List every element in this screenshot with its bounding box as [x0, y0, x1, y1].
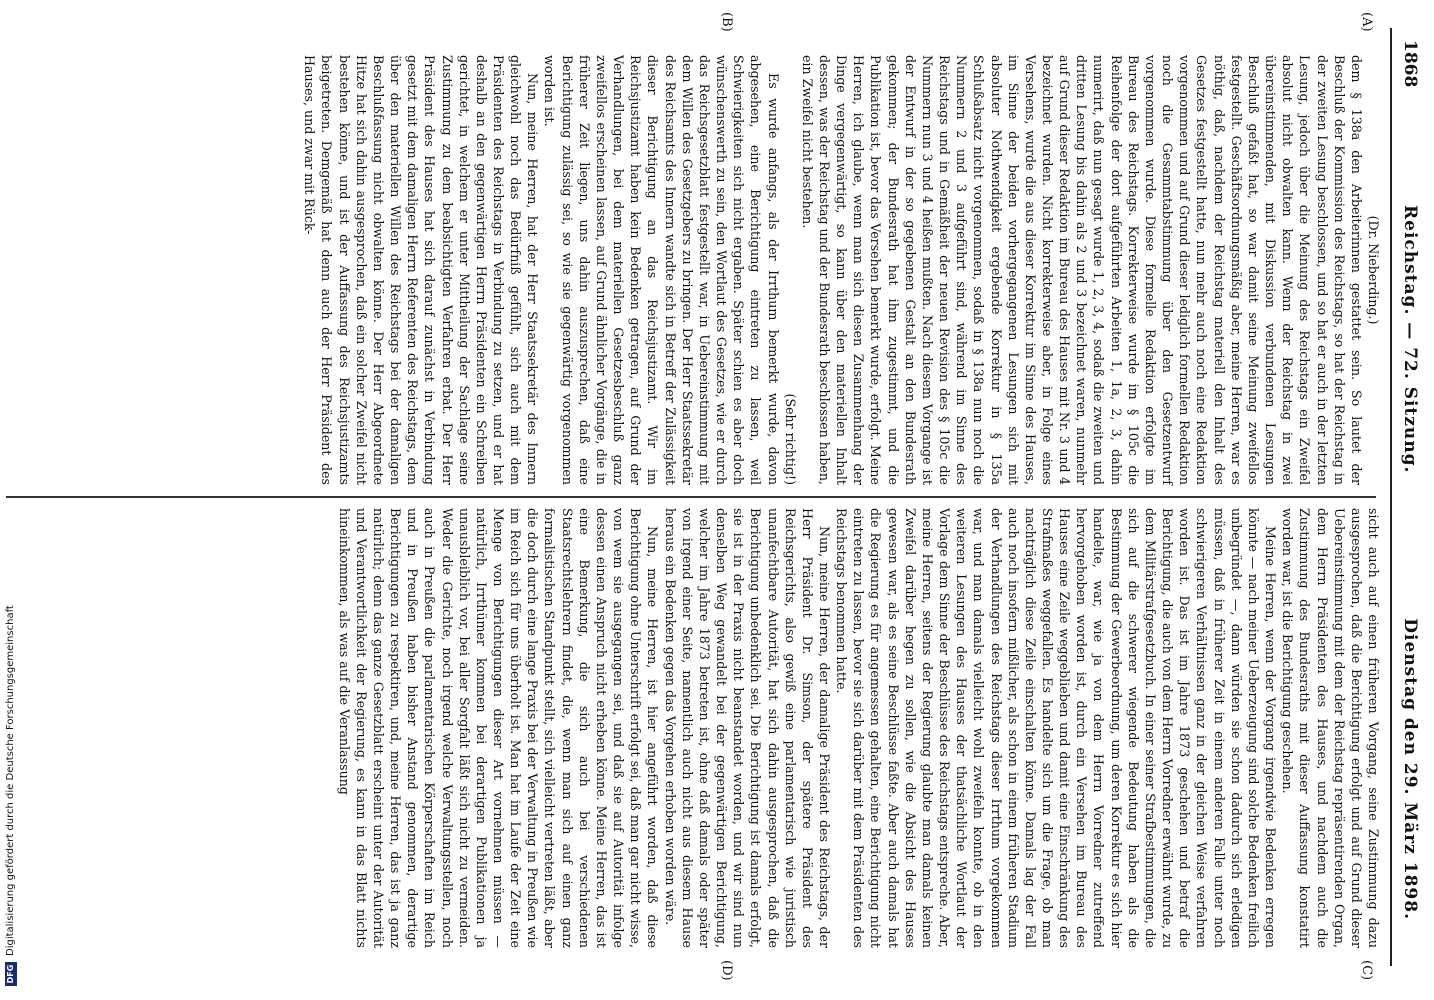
paragraph: sicht auch auf einen früheren Vorgang, seine Zustimmung dazu ausgesprochen, daß die Berichtigung erfolgt und auf Grund dieser Uebereinstimmung mit dem der Reichstag repräsentirenden Organ, dem Herrn Präsidenten des Hauses, und nachdem auch die Zustimmung des Bundesraths mit dieser Auffassung konstatirt worden war, ist die Berichtigung geschehen.	[1280, 508, 1381, 948]
header-rule	[1390, 28, 1392, 966]
page-number: 1868	[1400, 40, 1420, 88]
paragraph: Meine Herren, wenn der Vorgang irgendwie Bedenken erregen könnte — nach meiner Ueberzeugung sind solche Bedenken freilich unbegründet —, dann würden sie schon dadurch sich erledigen müssen, daß in früherer Zeit in einem anderen Falle unter noch schwierigeren Verhältnissen ganz in der gleichen Weise verfahren worden ist. Das ist im Jahre 1873 geschehen und betraf die Berichtigung, die auch von dem Herrn Vorredner erwähnt wurde, zu dem Militärstrafgesetzbuch. In einer seiner Strafbestimmungen, die sich auf die schwerer wiegende Bedeutung haben als die Bestimmung der Gewerbeordnung, um deren Korrektur es sich hier handelte, war, wie ja von dem Herrn Vorredner zutreffend hervorgehoben worden ist, durch ein Versehen im Bureau des Hauses eine Zeile weggeblieben und damit eine Einschränkung des Strafmaßes weggefallen. Es handelte sich um die Frage, ob man nachträglich diese Zeile einschalten könne. Damals lag der Fall auch noch insofern mißlicher, als schon in einem früheren Stadium der Verhandlungen des Reichstags dieser Irrthum vorgekommen war, und man damals vielleicht wohl zweifeln konnte, ob in den weiteren Lesungen des Hauses der thatsächliche Wortlaut der Vorlage dem Sinne der Beschlüsse des Reichstags entspreche. Aber, meine Herren, seitens der Regierung glaubte man damals keinen Zweifel darüber hegen zu sollen, wie die Absicht des Hauses gewesen war, als es seine Beschlüsse faßte. Aber auch damals hat die Regierung es für angemessen gehalten, eine Berichtigung nicht eintreten zu lassen, bevor sie sich darüber mit dem Präsidenten des Reichstags benommen hatte.	[834, 508, 1279, 948]
credit-strip	[0, 0, 22, 1000]
column-rule	[6, 496, 1376, 498]
paragraph: dem § 138a den Arbeiterinnen gestattet sein. So lautet der Beschluß der Kommission des Reichstags, so hat der Reichstag in der zweiten Lesung beschlossen, und so hat er auch in der letzten Lesung, jedoch über die Meinung des Reichstags ein Zweifel absolut nicht obwalten kann. Wenn der Reichstag in zwei übereinstimmenden, mit Diskussion verbundenen Lesungen Beschluß gefaßt hat, so war damit seine Meinung zweifellos festgestellt. Geschäftsordnungsmäßig aber, meine Herren, war es nöthig, daß, nachdem der Reichstag materiell den Inhalt des Gesetzes festgestellt hatte, nun mehr auch noch eine Redaktion vorgenommen und auf Grund dieser lediglich formellen Redaktion noch die Gesammtabstimmung über den Gesetzentwurf vorgenommen wurde. Diese formelle Redaktion erfolgte im Bureau des Reichstags. Korrekterweise wurde im § 105c die Reihenfolge der dort aufgeführten Arbeiten 1, 1a, 2, 3, dahin numerirt, daß nun gesagt wurde 1, 2, 3, 4, sodaß die zweiten und dritten Lesung bis dahin als 2 und 3 bezeichnet waren, nunmehr auf Grund dieser Redaktion im Bureau des Hauses mit Nr. 3 und 4 bezeichnet wurden. Nicht korrekterweise aber, in Folge eines Versehens, wurde die aus dieser Korrektur im Sinne des Hauses, im Sinne der beiden vorhergegangenen Lesungen sich mit absoluter Nothwendigkeit ergebende Korrektur in § 135a Schlußabsatz nicht vorgenommen, sodaß in § 138a nun noch die Nummern 2 und 3 aufgeführt sind, während im Sinne des Reichstags und in Gemäßheit der neuen Revision des § 105c die Nummern nun 3 und 4 heißen mußten. Nach diesem Vorgange ist der Entwurf in der so gegebenen Gestalt an den Bundesrath gekommen; der Bundesrath hat ihm zugestimmt, und die Publikation ist, bevor das Versehen bemerkt wurde, erfolgt. Meine Herren, ich glaube, wenn man sich diesen Zusammenhang der Dinge vergegenwärtigt, so kann über den materiellen Inhalt dessen, was der Reichstag und der Bundesrath beschlossen haben, ein Zweifel nicht bestehen.	[799, 55, 1364, 486]
left-column	[301, 55, 1382, 485]
dfg-logo: DFG	[5, 962, 17, 986]
digitization-credit: Digitalisierung gefördert durch die Deutsche Forschungsgemeinschaft	[5, 605, 16, 956]
speaker-label: (Dr. Nieberding.)	[1366, 215, 1381, 325]
margin-marker-a: (A)	[1359, 12, 1374, 32]
margin-marker-b: (B)	[719, 12, 734, 32]
paragraph: Nun, meine Herren, hat der Herr Staatssekretär des Innern gleichwohl noch das Bedürfniß gefühlt, sich auch mit dem Präsidenten des Reichstags in Verbindung zu setzen, und er hat deshalb an den gegenwärtigen Herrn Präsidenten ein Schreiben gerichtet, in welchem er unter Mittheilung der Sachlage seine Zustimmung zu dem beabsichtigten Verfahren erbat. Der Herr Präsident des Hauses hat sich darauf zunächst in Verbindung gesetzt mit dem damaligen Herrn Referenten des Reichstags, dem über den materiellen Willen des Reichstags bei der damaligen Beschlußfassung nicht obwalten könne. Der Herr Abgeordnete Hitze hat sich dahin ausgesprochen, daß ein solcher Zweifel nicht bestehen könne, und ist der Auffassung des Reichsjustizamts beigetreten. Demgemäß hat denn auch der Herr Präsident des Hauses, und zwar mit Rück-	[302, 55, 541, 485]
paragraph: Nun, meine Herren, der damalige Präsident des Reichstags, der Herr Präsident Dr. Simson, der spätere Präsident des Reichsgerichts, also gewiß eine parlamentarisch wie juristisch unanfechtbare Autorität, hat sich dahin ausgesprochen, daß die Berichtigung unbedenklich sei. Die Berichtigung ist damals erfolgt, sie ist in der Praxis nicht beanstandet worden, und wir sind nun denselben Weg gewandelt bei der gegenwärtigen Berichtigung, welcher im Jahre 1873 betreten ist, ohne daß damals oder später von irgend einer Seite, namentlich auch nicht aus diesem Hause heraus ein Bedenken gegen das Vorgehen erhoben worden wäre.	[662, 508, 832, 948]
right-column	[335, 508, 1382, 948]
paragraph: Nun, meine Herren, ist hier angeführt worden, daß diese Berichtigung ohne Unterschrift erfolgt sei, daß man gar nicht wisse, von wem sie ausgegangen sei, und daß sie auf Autorität infolge dessen einen Anspruch nicht erheben könne. Meine Herren, das ist eine Bemerkung, die sich auch bei verschiedenen Staatsrechtslehrern findet, die, wenn man sich auf einen ganz formalistischen Standpunkt stellt, sich vielleicht vertreten läßt, aber die doch durch eine lange Praxis bei der Verwaltung in Preußen wie im Reich sich für uns überholt ist. Man hat im Laufe der Zeit eine Menge von Berichtigungen dieser Art vornehmen müssen — natürlich, Irrthümer kommen bei derartigen Publikationen ja unausbleiblich vor, bei aller Sorgfalt läßt sich nicht zu vermeiden. Weder die Gerichte, noch irgend welche Verwaltungsstellen, noch auch in Preußen die parlamentarischen Körperschaften im Reich und in Preußen haben bisher Anstand genommen, derartige Berichtigungen zu respektiren, und, meine Herren, das ist ja ganz natürlich; denn das ganze Gesetzblatt erscheint unter der Autorität und Verantwortlichkeit der Regierung, es kann in das Blatt nichts hineinkommen, als was auf die Veranlassung	[336, 508, 661, 948]
paragraph: Es wurde anfangs, als der Irrthum bemerkt wurde, davon abgesehen, eine Berichtigung eintreten zu lassen, weil Schwierigkeiten sich nicht ergaben. Später schien es aber doch wünschenswerth zu sein, den Wortlaut des Gesetzes, wie er durch das Reichsgesetzblatt festgestellt war, in Uebereinstimmung mit dem Willen des Gesetzgebers zu bringen. Der Herr Staatssekretär des Reichsamts des Innern wandte sich in Betreff der Zulässigkeit dieser Berichtigung an das Reichsjustizamt. Wir im Reichsjustizamt haben kein Bedenken getragen, auf Grund der Verhandlungen, bei dem materiellen Gesetzesbeschluß ganz zweifellos erscheinen lassen, auf Grund ähnlicher Vorgänge, die in früherer Zeit liegen, uns dahin auszusprechen, daß eine Berichtigung zulässig sei, so wie sie gegenwärtig vorgenommen worden ist.	[542, 55, 781, 485]
margin-marker-c: (C)	[1359, 960, 1374, 981]
page-header	[1388, 40, 1424, 960]
margin-marker-d: (D)	[719, 960, 734, 981]
session-date: Dienstag den 29. März 1898.	[1400, 618, 1420, 920]
session-title: Reichstag. — 72. Sitzung.	[1400, 205, 1420, 474]
interjection: (Sehr richtig!)	[782, 393, 798, 485]
